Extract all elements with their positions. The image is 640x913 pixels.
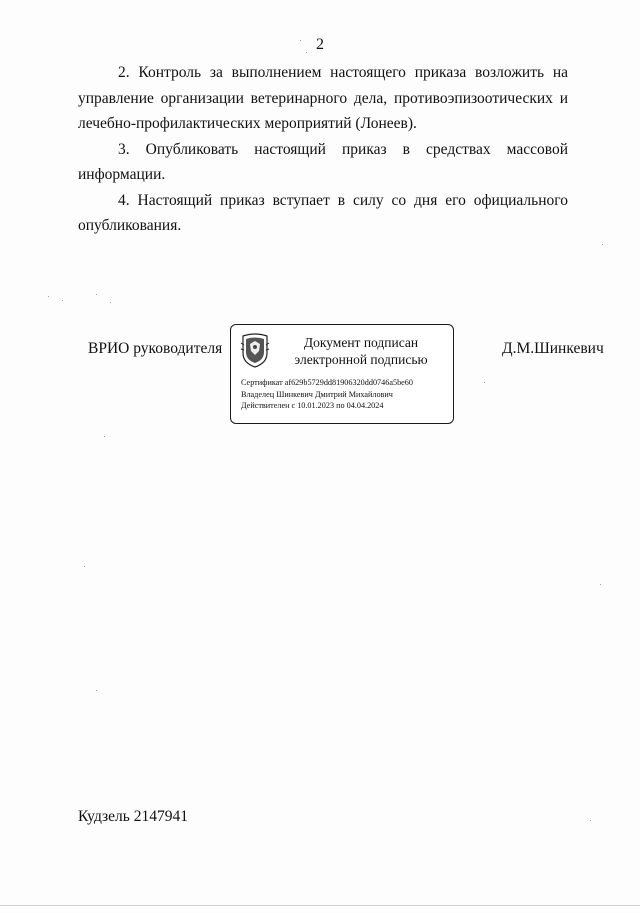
scan-speck bbox=[96, 690, 97, 691]
page-number: 2 bbox=[316, 36, 324, 53]
scan-speck bbox=[300, 40, 301, 41]
scan-speck bbox=[110, 302, 111, 303]
signatory-name: Д.М.Шинкевич bbox=[502, 340, 604, 357]
stamp-validity: Действителен с 10.01.2023 по 04.04.2024 bbox=[241, 401, 384, 410]
paragraph-control: 2. Контроль за выполнением настоящего приказа возложить на управление организации ветеринарного дела, противоэпизоотических и лечебно-профилактических мероприятий (Лонеев). bbox=[78, 64, 568, 132]
scan-speck bbox=[104, 436, 105, 437]
scan-speck bbox=[62, 300, 63, 301]
stamp-title-line2: электронной подписью bbox=[294, 352, 428, 367]
document-body bbox=[78, 60, 568, 239]
coat-of-arms-icon bbox=[240, 333, 270, 369]
executor-reference: Кудзель 2147941 bbox=[78, 808, 188, 825]
scan-speck bbox=[602, 244, 603, 245]
scan-speck bbox=[306, 52, 307, 53]
signatory-role: ВРИО руководителя bbox=[88, 340, 223, 357]
scan-speck bbox=[96, 294, 97, 295]
scan-speck bbox=[590, 820, 591, 821]
stamp-title-line1: Документ подписан bbox=[303, 335, 419, 350]
stamp-title bbox=[275, 334, 447, 368]
paragraph-effective: 4. Настоящий приказ вступает в силу со дня его официального опубликования. bbox=[78, 191, 568, 234]
stamp-certificate: Сертификат af629b5729dd81906320dd0746a5be60 bbox=[241, 378, 413, 387]
scan-speck bbox=[84, 566, 85, 567]
stamp-details bbox=[241, 377, 451, 412]
stamp-owner: Владелец Шинкевич Дмитрий Михайлович bbox=[241, 389, 393, 399]
scan-edge-line bbox=[0, 905, 640, 906]
scan-speck bbox=[484, 382, 485, 383]
scan-speck bbox=[600, 584, 601, 585]
scan-speck bbox=[48, 296, 49, 297]
paragraph-publish: 3. Опубликовать настоящий приказ в средствах массовой информации. bbox=[78, 140, 568, 183]
electronic-signature-stamp bbox=[230, 324, 454, 424]
